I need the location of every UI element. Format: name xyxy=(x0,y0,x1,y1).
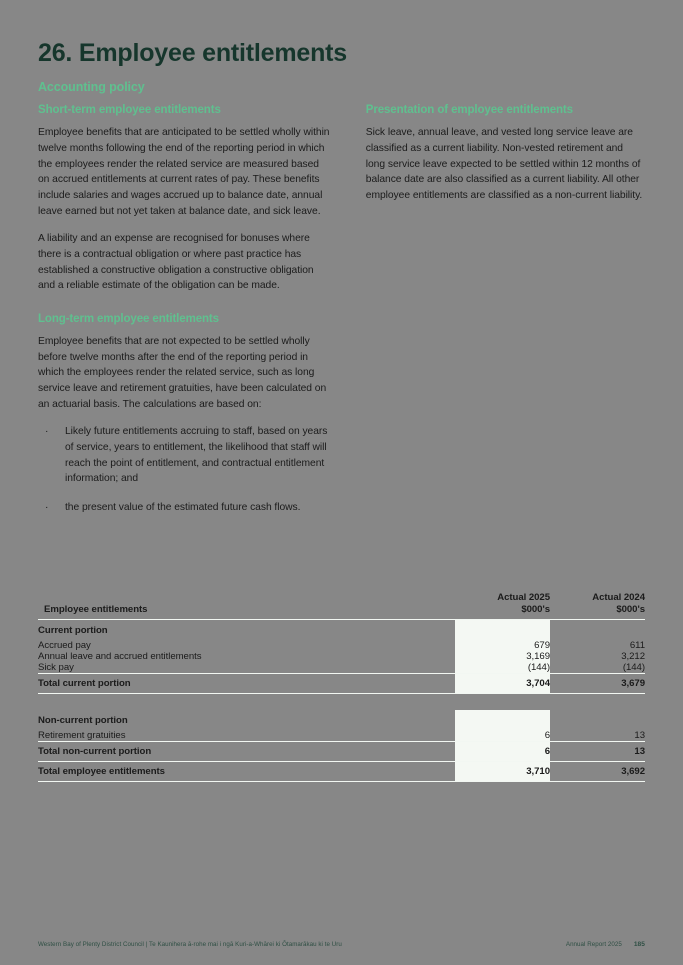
list-item-text: the present value of the estimated future cash flows. xyxy=(65,501,301,513)
row-value-2024: 611 xyxy=(629,639,645,651)
paragraph-long-term-1: Employee benefits that are not expected to be settled wholly before twelve months after the end of the reporting period in which the employees render the related service, such as long service leave and retirement gratuities, have been calculated on an actuarial basis. The calculations are based on: xyxy=(38,336,327,410)
table-header-actual-2025 xyxy=(455,592,550,619)
table-row-grand-total xyxy=(38,761,645,781)
row-label: Sick pay xyxy=(38,661,74,673)
section-non-current-blank-2025 xyxy=(455,710,550,730)
table-header-actual-2024-units: $000's xyxy=(616,603,645,615)
row-label: Annual leave and accrued entitlements xyxy=(38,650,202,662)
page-footer xyxy=(38,941,645,948)
section-heading-current-portion: Current portion xyxy=(38,624,108,636)
footer-right-group xyxy=(566,941,645,948)
bullet-marker-icon: · xyxy=(45,426,49,438)
section-heading-non-current-portion: Non-current portion xyxy=(38,714,128,726)
footer-organisation: Western Bay of Plenty District Council | Te Kaunihera ā-rohe mai i ngā Kuri-a-Whārei ki Ōtamarākau ki te Uru xyxy=(38,941,342,948)
table-header-row xyxy=(38,592,645,619)
paragraph-short-term-1: Employee benefits that are anticipated to be settled wholly within twelve months following the end of the reporting period in which the employees render the related service are measured based on accrued entitlements at current rates of pay. These benefits include salaries and wages accrued up to balance date, annual leave earned but not yet taken at balance date, and sick leave. xyxy=(38,127,330,217)
row-value-2025: 3,710 xyxy=(455,761,550,781)
table-header-actual-2024 xyxy=(550,592,645,619)
table-row xyxy=(38,710,645,730)
page-title: 26. Employee entitlements xyxy=(38,39,348,67)
row-label: Total employee entitlements xyxy=(38,761,455,781)
section-current-blank-2024 xyxy=(550,619,645,640)
row-value-2024: (144) xyxy=(622,661,645,673)
paragraph-presentation-1: Sick leave, annual leave, and vested long service leave are classified as a current liability. Non-vested retirement and long service leave expected to be settled within 12 months of balance date are also classified as a current liability. All other employee entitlements are classified as a non-current liability. xyxy=(365,127,643,201)
row-value-2025: 6 xyxy=(455,730,550,742)
table-row xyxy=(38,730,645,742)
list-item-text: Likely future entitlements accruing to staff, based on years of service, years to entitlement, the likelihood that staff will reach the point of entitlement, and contractual entitlement information; and xyxy=(65,426,328,485)
row-value-2025: 3,704 xyxy=(455,673,550,693)
row-value-2025: (144) xyxy=(455,662,550,674)
table-row xyxy=(38,651,645,662)
row-value-2024: 3,212 xyxy=(621,650,645,662)
table-header-label: Employee entitlements xyxy=(38,592,455,619)
bullet-marker-icon: · xyxy=(45,501,49,513)
section-non-current-blank-2024 xyxy=(550,710,645,730)
calculation-basis-list xyxy=(38,424,330,515)
row-value-2024: 3,692 xyxy=(550,761,645,781)
right-column xyxy=(366,103,645,529)
table-header-actual-2024-year: Actual 2024 xyxy=(592,592,645,603)
table-row-total-current xyxy=(38,673,645,693)
table-header-actual-2025-units: $000's xyxy=(521,603,550,615)
row-value-2024: 13 xyxy=(634,729,645,741)
row-value-2025: 679 xyxy=(455,640,550,651)
table-row-total-non-current xyxy=(38,741,645,761)
heading-long-term-employee-entitlements: Long-term employee entitlements xyxy=(38,312,219,325)
body-columns xyxy=(38,103,645,529)
footer-report-title: Annual Report 2025 xyxy=(565,941,622,948)
row-label: Accrued pay xyxy=(38,639,91,651)
table-row xyxy=(38,640,645,651)
row-label: Total current portion xyxy=(38,673,455,693)
row-label: Total non-current portion xyxy=(38,741,455,761)
employee-entitlements-table-wrapper xyxy=(38,592,645,782)
row-label: Retirement gratuities xyxy=(38,729,126,741)
table-row xyxy=(38,619,645,640)
list-item xyxy=(38,500,330,516)
table-header-actual-2025-year: Actual 2025 xyxy=(497,592,550,603)
paragraph-short-term-2: A liability and an expense are recognised for bonuses where there is a contractual obligation or where past practice has established a constructive obligation a constructive obligation and a reliable estimate of the obligation can be made. xyxy=(38,233,314,292)
row-value-2025: 6 xyxy=(455,741,550,761)
left-column xyxy=(38,103,330,529)
employee-entitlements-table xyxy=(38,592,645,782)
row-value-2024: 13 xyxy=(550,741,645,761)
footer-page-number: 185 xyxy=(633,941,645,948)
table-spacer xyxy=(38,694,645,710)
heading-presentation-of-employee-entitlements: Presentation of employee entitlements xyxy=(365,104,573,116)
row-value-2025: 3,169 xyxy=(455,651,550,662)
row-value-2024: 3,679 xyxy=(550,673,645,693)
table-row xyxy=(38,662,645,674)
heading-short-term-employee-entitlements: Short-term employee entitlements xyxy=(38,104,221,116)
accounting-policy-heading: Accounting policy xyxy=(38,80,145,94)
section-current-blank-2025 xyxy=(455,619,550,640)
list-item xyxy=(38,424,330,487)
